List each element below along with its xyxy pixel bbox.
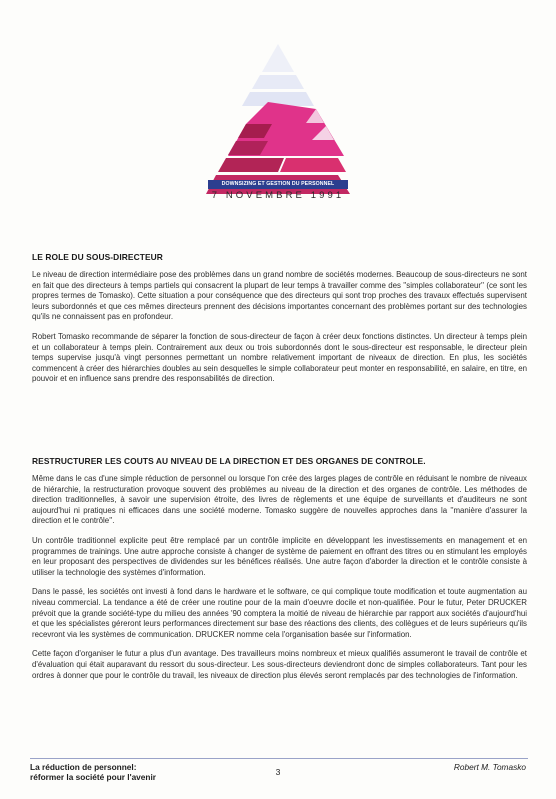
footer-title bbox=[30, 762, 156, 782]
pyramid-right-3 bbox=[280, 158, 346, 172]
pyramid-stripe-1 bbox=[262, 44, 294, 72]
pyramid-stripe-2 bbox=[252, 75, 304, 89]
section-title: RESTRUCTURER LES COUTS AU NIVEAU DE LA DIRECTION ET DES ORGANES DE CONTROLE. bbox=[32, 456, 426, 466]
paragraph: Robert Tomasko recommande de séparer la fonction de sous-directeur de façon à créer deux fonctions distinctes. Un directeur à temps plein et un collaborateur à temps plein. Contrairement aux deux ou trois subordonnés dont le sous-directeur est responsable, le directeur plein temps supervise jusqu'à vingt personnes permettant un nombre relativement important de niveaux de direction. En plus, les sociétés commencent à créer des hiérarchies doubles au sein desquelles le simple collaborateur peut monter en responsabilité, en salaire, en titre, en pouvoir et en influence sans prendre des responsabilités de direction. bbox=[32, 331, 527, 384]
page-number: 3 bbox=[275, 767, 281, 777]
header-banner: DOWNSIZING ET GESTION DU PERSONNEL bbox=[208, 180, 348, 189]
section-restructurer bbox=[32, 456, 527, 690]
footer-title-line-1: La réduction de personnel: bbox=[30, 762, 137, 772]
paragraph: Un contrôle traditionnel explicite peut être remplacé par un contrôle implicite en développant les investissements en management et en programmes de trainings. Une autre approche consiste à changer de système de paiement en offrant des titres ou en stimulant les employés en leur proposant des perspectives de dividendes sur les bénéfices réalisés. Une autre façon d'aborder la direction et le contrôle consiste à utiliser la technologie des systèmes d'information. bbox=[32, 535, 527, 577]
footer-divider bbox=[30, 758, 528, 759]
pyramid-band-3 bbox=[218, 158, 284, 172]
section-title: LE ROLE DU SOUS-DIRECTEUR bbox=[32, 252, 163, 262]
paragraph: Dans le passé, les sociétés ont investi à fond dans le hardware et le software, ce qui complique toute modification et toute augmentation au niveau commercial. La tendance a été de créer une routine pour de la main d'oeuvre docile et non-qualifiée. Pour le futur, Peter DRUCKER prévoit que la grande société-type du milieu des années '90 comptera la moitié de niveau de hiérarchie par rapport aux sociétés d'aujourd'hui et que les spécialistes géreront leurs performances directement sur base des réactions des clients, des collègues et de leurs supérieurs qu'ils recevront via les systèmes de communication. DRUCKER nomme cela l'organisation basée sur l'information. bbox=[32, 587, 527, 639]
footer-author: Robert M. Tomasko bbox=[453, 762, 526, 772]
header-date: 7 NOVEMBRE 1991 bbox=[211, 190, 345, 201]
section-sous-directeur bbox=[32, 252, 527, 394]
paragraph: Cette façon d'organiser le futur a plus d'un avantage. Des travailleurs moins nombreux et mieux qualifiés assumeront le travail de contrôle et d'évaluation qui était auparavant du ressort du sous-directeur. Les sous-directeurs deviendront donc de simples collaborateurs. Tant pour les ordres à donner que pour le contrôle du travail, les niveaux de direction plus élevés seront remplacés par des technologies de l'information. bbox=[32, 649, 527, 680]
paragraph: Même dans le cas d'une simple réduction de personnel ou lorsque l'on crée des larges plages de contrôle en réduisant le nombre de niveaux de hiérarchie, la restructuration provoque souvent des problèmes au niveau de la direction et des organes de contrôle. Les méthodes de direction traditionnelles, à savoir une supervision étroite, des livres de règlements et une équipe de surveillants et d'auditeurs ne sont aujourd'hui ni pratiques ni efficaces dans une société moderne. Tomasko suggère de nouvelles approches dans la ''manière d'assurer la direction et le contrôle''. bbox=[32, 474, 527, 526]
paragraph: Le niveau de direction intermédiaire pose des problèmes dans un grand nombre de sociétés modernes. Beaucoup de sous-directeurs ne sont en fait que des directeurs à temps partiels qui consacrent la plupart de leur temps à travailler comme des ''simples collaborateur'' (ce sont les propres termes de Tomasko). Cette situation a pour conséquence que des directeurs qui sont trop proches des travaux effectués supervisent leurs subordonnés et que ces mêmes directeurs prennent des décisions importantes concernant des problèmes portant sur des technologies qu'ils ne connaissent pas en profondeur. bbox=[32, 270, 527, 322]
pyramid-logo bbox=[206, 44, 350, 194]
footer-title-line-2: réformer la société pour l'avenir bbox=[30, 772, 157, 782]
